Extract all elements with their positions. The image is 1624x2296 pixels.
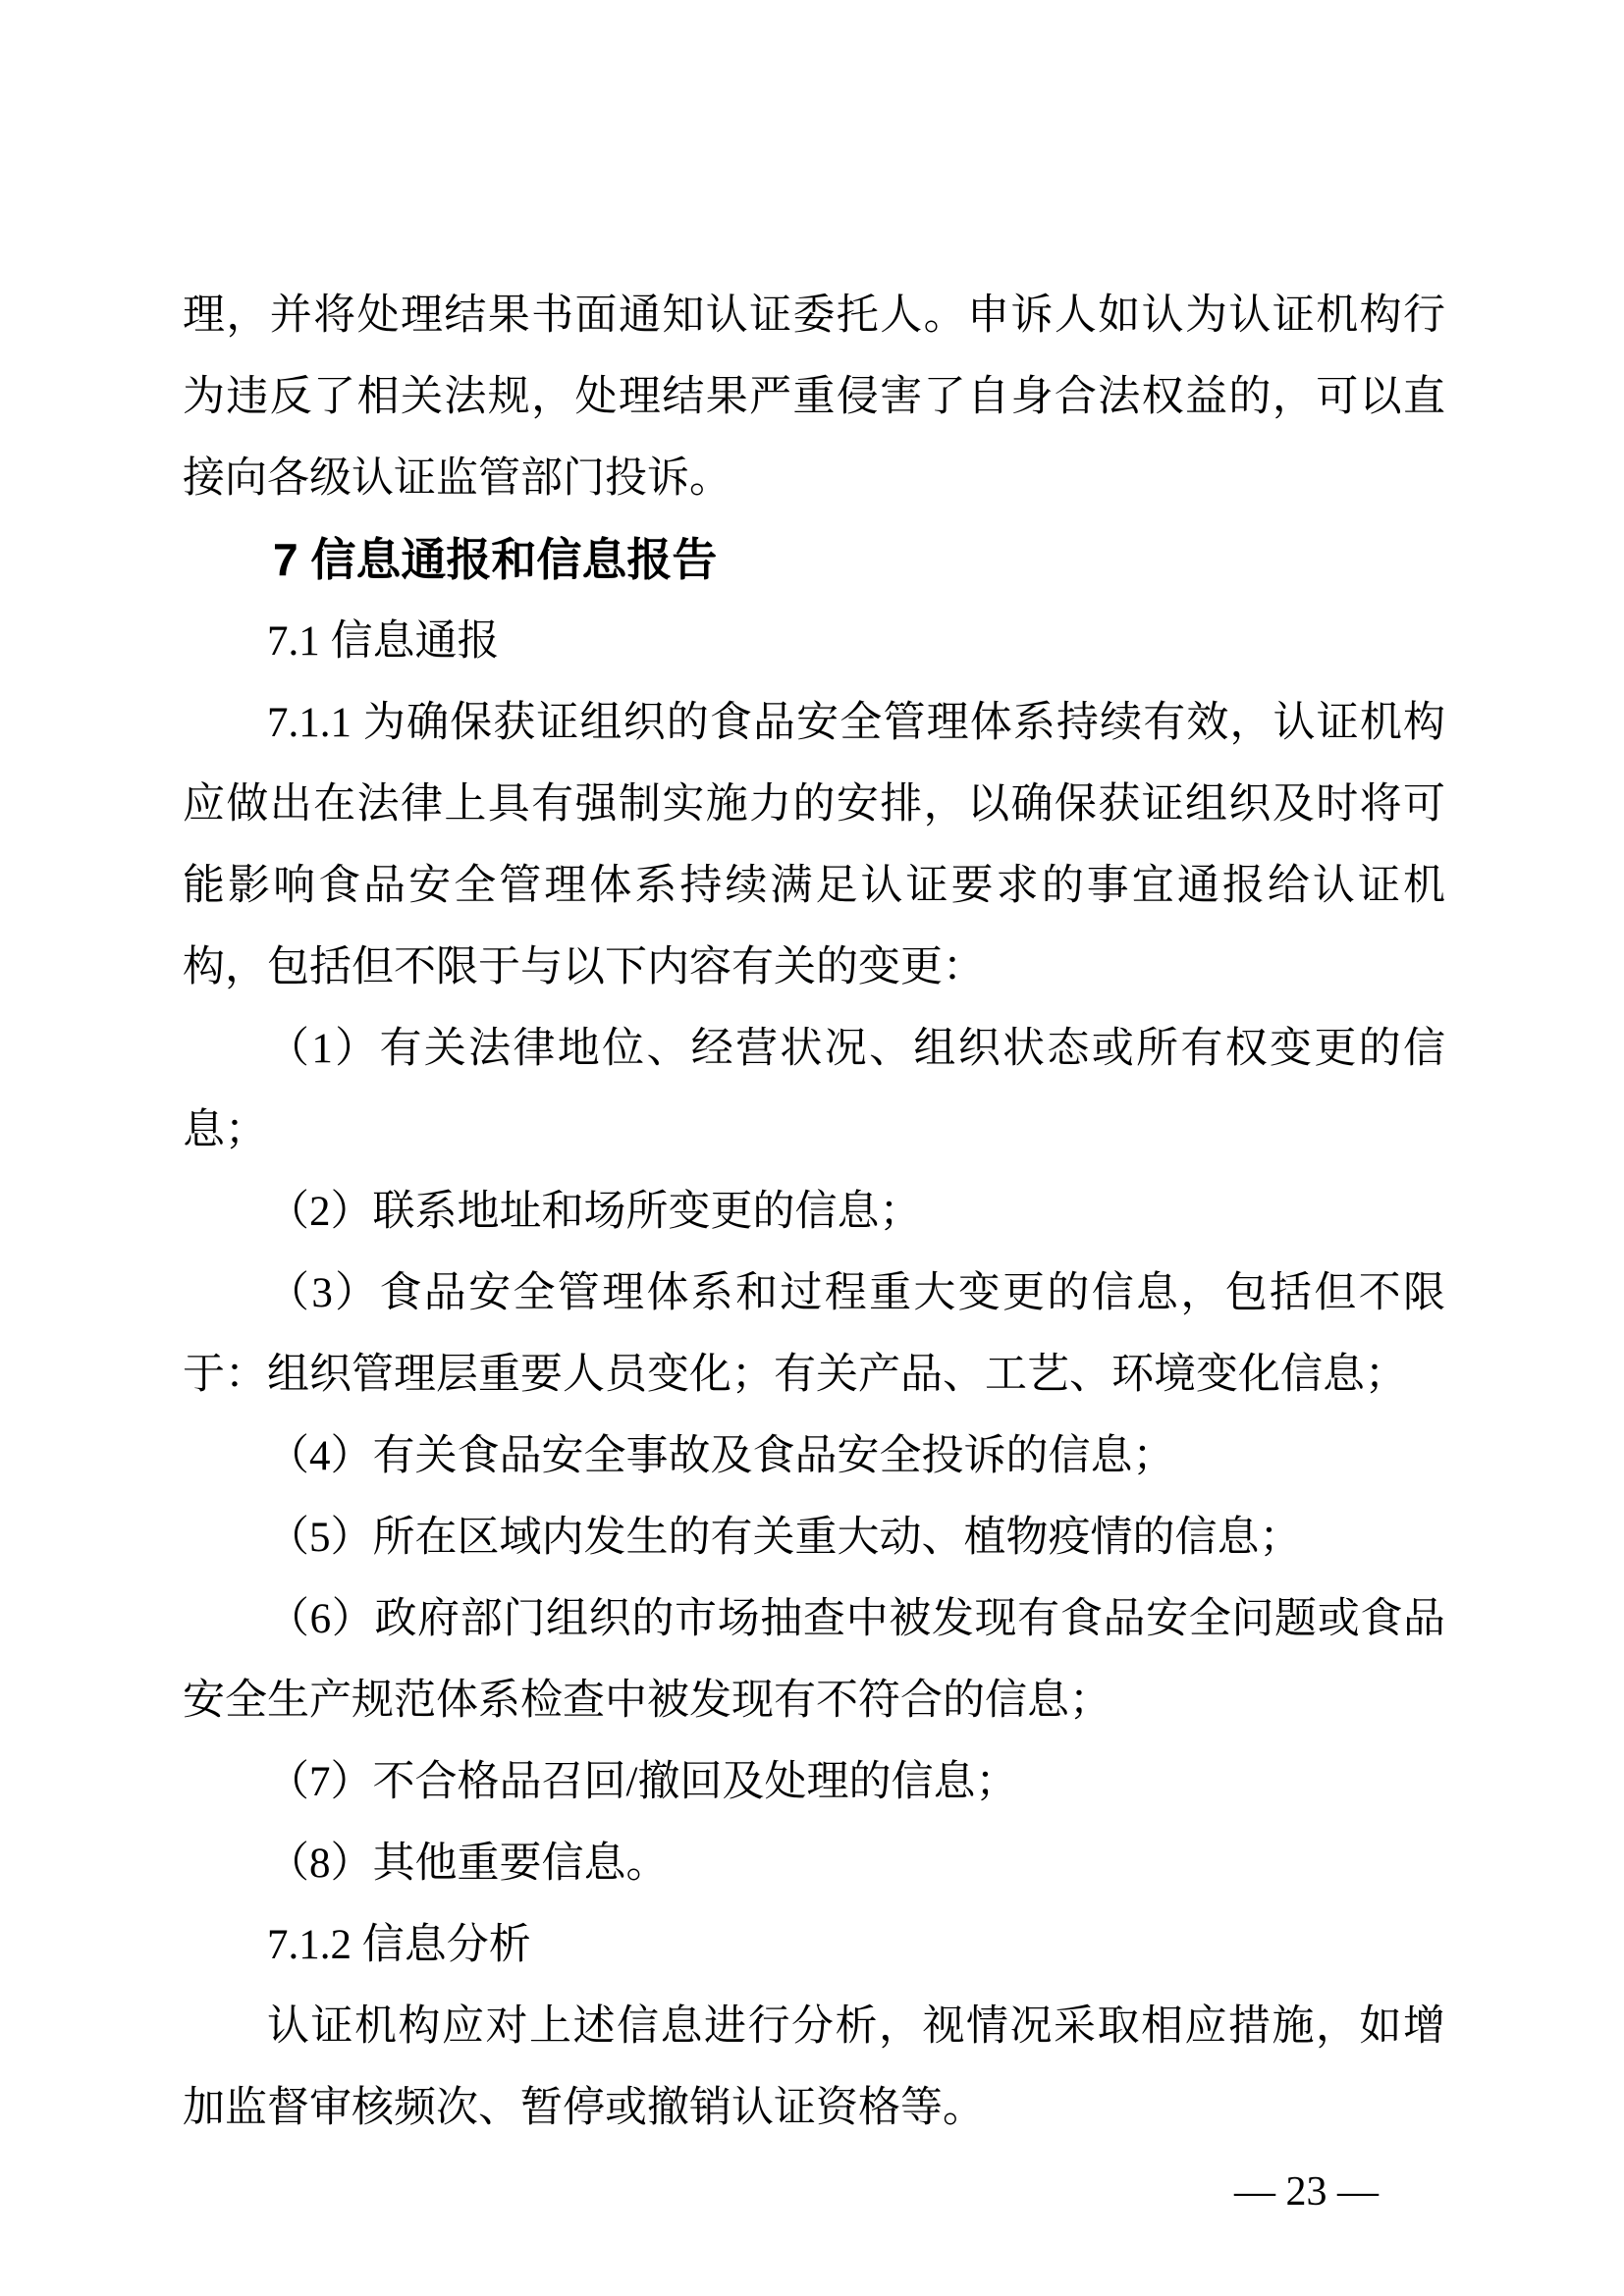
list-item-7: （7）不合格品召回/撤回及处理的信息； bbox=[267, 1759, 1018, 1805]
list-item-5: （5）所在区域内发生的有关重大动、植物疫情的信息； bbox=[267, 1515, 1302, 1561]
list-item-4: （4）有关食品安全事故及食品安全投诉的信息； bbox=[267, 1433, 1175, 1479]
list-item-2: （2）联系地址和场所变更的信息； bbox=[267, 1189, 922, 1235]
paragraph-7-1-1: 7.1.1 为确保获证组织的食品安全管理体系持续有效，认证机构应做出在法律上具有强制实施力的安排，以确保获证组织及时将可能影响食品安全管理体系持续满足认证要求的事宜通报给认证机构，包括但不限于与以下内容有关的变更： bbox=[183, 700, 1445, 990]
list-item-8: （8）其他重要信息。 bbox=[267, 1841, 669, 1887]
paragraph-continuation: 理，并将处理结果书面通知认证委托人。申诉人如认为认证机构行为违反了相关法规，处理结果严重侵害了自身合法权益的，可以直接向各级认证监管部门投诉。 bbox=[183, 293, 1445, 502]
list-item-6: （6）政府部门组织的市场抽查中被发现有食品安全问题或食品安全生产规范体系检查中被发现有不符合的信息； bbox=[183, 1596, 1445, 1724]
section-7-heading: 7 信息通报和信息报告 bbox=[273, 534, 718, 585]
paragraph-7-1-2: 认证机构应对上述信息进行分析，视情况采取相应措施，如增加监督审核频次、暂停或撤销认证资格等。 bbox=[183, 2003, 1445, 2131]
section-7-1-2-heading: 7.1.2 信息分析 bbox=[267, 1922, 531, 1968]
section-7-1-heading: 7.1 信息通报 bbox=[267, 618, 500, 665]
list-item-1: （1）有关法律地位、经营状况、组织状态或所有权变更的信息； bbox=[183, 1026, 1445, 1153]
list-item-3: （3）食品安全管理体系和过程重大变更的信息，包括但不限于：组织管理层重要人员变化；有关产品、工艺、环境变化信息； bbox=[183, 1270, 1445, 1398]
page-number: — 23 — bbox=[1234, 2169, 1379, 2215]
